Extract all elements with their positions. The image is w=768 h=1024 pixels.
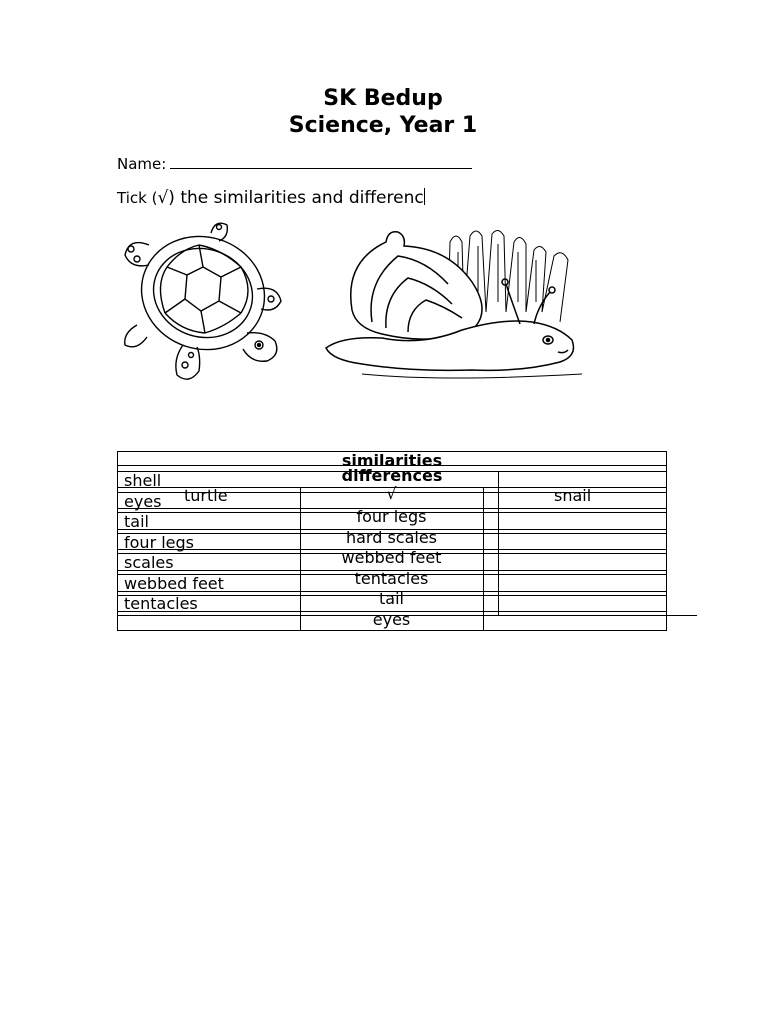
table-col-line <box>498 471 499 615</box>
table-col-line <box>483 487 484 631</box>
list-item: scales <box>124 553 174 572</box>
list-item: tentacles <box>354 569 429 588</box>
subject-title: Science, Year 1 <box>288 113 478 138</box>
similarities-table <box>117 451 667 631</box>
heading-similarities: similarities <box>341 451 443 470</box>
list-item: webbed feet <box>341 548 442 567</box>
list-item: four legs <box>356 507 427 526</box>
list-item: tail <box>379 589 404 608</box>
instruction-body: ) the similarities and differenc <box>168 188 424 208</box>
list-item: hard scales <box>345 528 438 547</box>
list-item: tail <box>124 512 149 531</box>
heading-differences: differences <box>341 466 443 485</box>
list-item: webbed feet <box>124 574 224 593</box>
name-field[interactable] <box>117 154 472 173</box>
list-item: four legs <box>124 533 195 552</box>
instruction-text <box>117 188 425 208</box>
school-title: SK Bedup <box>323 86 443 111</box>
tick-symbol: √ <box>157 188 169 208</box>
snail-drawing-icon <box>322 222 602 392</box>
list-item: eyes <box>124 492 162 511</box>
name-blank-line[interactable] <box>170 154 472 169</box>
col-turtle: turtle <box>184 486 228 505</box>
name-label: Name: <box>117 155 167 173</box>
table-border-bottom <box>117 630 667 631</box>
list-item: shell <box>124 471 162 490</box>
list-item: eyes <box>372 610 411 629</box>
col-tick: √ <box>386 484 397 503</box>
turtle-drawing-icon <box>115 215 295 395</box>
instruction-prefix: Tick ( <box>117 189 158 207</box>
col-snail: snail <box>554 486 592 505</box>
list-item: tentacles <box>124 594 198 613</box>
text-cursor <box>424 188 425 205</box>
